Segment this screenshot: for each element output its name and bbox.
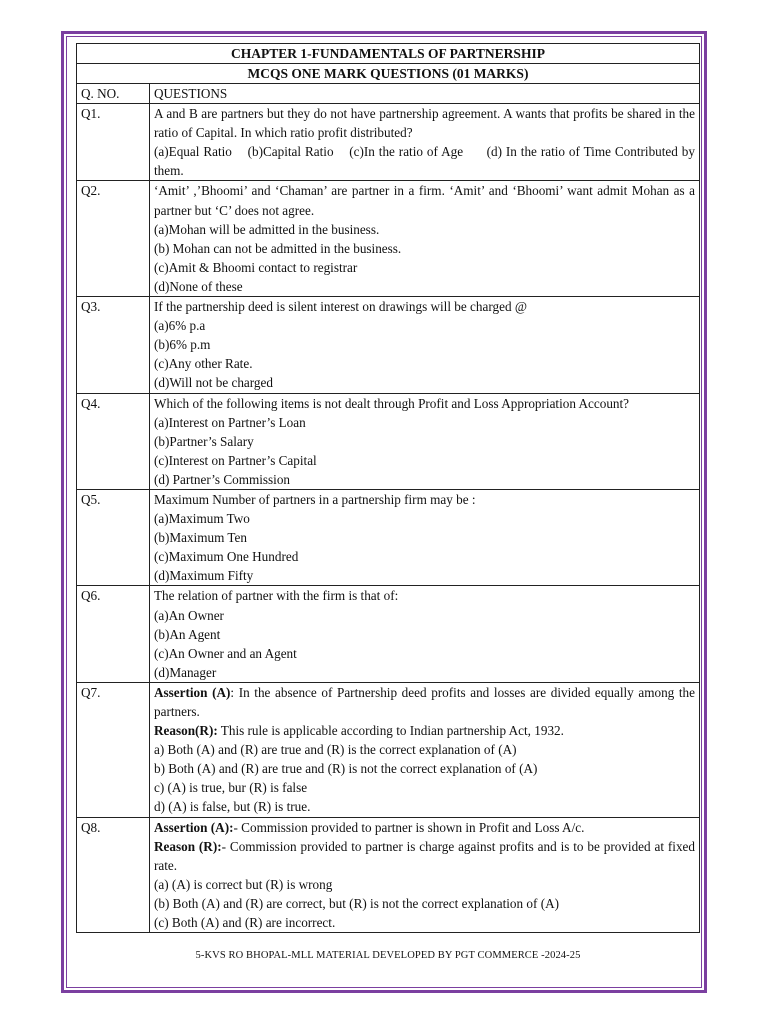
option-b: (b)6% p.m <box>154 337 211 353</box>
option-a: (a) (A) is correct but (R) is wrong <box>154 876 333 892</box>
question-number: Q7. <box>77 682 150 817</box>
assertion <box>154 818 695 837</box>
option-c: (c)Any other Rate. <box>154 356 253 372</box>
option-c: (c)Interest on Partner’s Capital <box>154 452 317 468</box>
questions-table <box>76 43 700 933</box>
question-text: ‘Amit’ ,’Bhoomi’ and ‘Chaman’ are partner in a firm. ‘Amit’ and ‘Bhoomi’ want admit Mohan as a partner but ‘C’ does not agree. <box>154 183 695 218</box>
question-number: Q8. <box>77 817 150 933</box>
option-b: (b)Partner’s Salary <box>154 433 254 449</box>
question-row-q6 <box>77 586 700 682</box>
question-options: (a)Equal Ratio (b)Capital Ratio (c)In the ratio of Age (d) In the ratio of Time Contributed by them. <box>154 144 699 179</box>
reason-label: Reason(R): <box>154 723 218 739</box>
question-number: Q3. <box>77 297 150 393</box>
question-text: Which of the following items is not dealt through Profit and Loss Appropriation Account? <box>154 395 630 411</box>
question-number: Q5. <box>77 489 150 585</box>
question-body <box>150 817 700 933</box>
reason <box>154 721 695 740</box>
option-c: (c)Maximum One Hundred <box>154 549 299 565</box>
question-row-q2 <box>77 181 700 297</box>
assertion-label: Assertion (A) <box>154 684 231 700</box>
question-row-q8 <box>77 817 700 933</box>
chapter-title-row <box>77 44 700 64</box>
qno-column-header: Q. NO. <box>77 84 150 104</box>
chapter-title: CHAPTER 1-FUNDAMENTALS OF PARTNERSHIP <box>77 44 700 64</box>
question-text: A and B are partners but they do not have partnership agreement. A wants that profits be shared in the ratio of Capital. In which ratio profit distributed? <box>154 106 695 141</box>
reason-text: - Commission provided to partner is charge against profits and is to be provided at fixed rate. <box>154 838 695 873</box>
option-b: (b) Both (A) and (R) are correct, but (R) is not the correct explanation of (A) <box>154 895 560 911</box>
questions-column-header: QUESTIONS <box>150 84 700 104</box>
option-c: (c)Amit & Bhoomi contact to registrar <box>154 259 358 275</box>
assertion-text: - Commission provided to partner is shown in Profit and Loss A/c. <box>233 819 585 835</box>
option-d: (d)None of these <box>154 278 243 294</box>
question-text: Maximum Number of partners in a partnership firm may be : <box>154 491 476 507</box>
question-number: Q6. <box>77 586 150 682</box>
question-text: If the partnership deed is silent interest on drawings will be charged @ <box>154 299 527 315</box>
question-body <box>150 181 700 297</box>
option-d: d) (A) is false, but (R) is true. <box>154 799 311 815</box>
assertion <box>154 683 695 721</box>
option-c: (c)An Owner and an Agent <box>154 645 297 661</box>
question-body <box>150 393 700 489</box>
question-number: Q1. <box>77 104 150 181</box>
question-row-q4 <box>77 393 700 489</box>
option-b: (b)Maximum Ten <box>154 530 247 546</box>
option-a: (a)Interest on Partner’s Loan <box>154 414 306 430</box>
option-d: (d)Maximum Fifty <box>154 568 254 584</box>
option-d: (d)Manager <box>154 664 217 680</box>
question-row-q5 <box>77 489 700 585</box>
question-text: The relation of partner with the firm is that of: <box>154 588 399 604</box>
reason-text: This rule is applicable according to Indian partnership Act, 1932. <box>217 723 564 739</box>
option-c: c) (A) is true, bur (R) is false <box>154 780 308 796</box>
reason <box>154 837 695 875</box>
question-number: Q2. <box>77 181 150 297</box>
question-row-q7 <box>77 682 700 817</box>
option-a: a) Both (A) and (R) are true and (R) is the correct explanation of (A) <box>154 742 517 758</box>
option-c: (c) Both (A) and (R) are incorrect. <box>154 915 336 931</box>
question-number: Q4. <box>77 393 150 489</box>
question-body <box>150 489 700 585</box>
section-title: MCQS ONE MARK QUESTIONS (01 MARKS) <box>77 64 700 84</box>
assertion-text: : In the absence of Partnership deed profits and losses are divided equally among the partners. <box>154 684 695 719</box>
page-footer: 5-KVS RO BHOPAL-MLL MATERIAL DEVELOPED BY PGT COMMERCE -2024-25 <box>195 950 581 961</box>
option-b: (b) Mohan can not be admitted in the business. <box>154 240 402 256</box>
question-body <box>150 682 700 817</box>
question-row-q1 <box>77 104 700 181</box>
assertion-label: Assertion (A): <box>154 819 234 835</box>
section-title-row <box>77 64 700 84</box>
option-d: (d) Partner’s Commission <box>154 471 291 487</box>
reason-label: Reason (R): <box>154 838 222 854</box>
option-a: (a)6% p.a <box>154 318 206 334</box>
option-a: (a)An Owner <box>154 607 224 623</box>
question-body <box>150 104 700 181</box>
option-b: b) Both (A) and (R) are true and (R) is not the correct explanation of (A) <box>154 761 538 777</box>
option-d: (d)Will not be charged <box>154 375 273 391</box>
question-body <box>150 586 700 682</box>
option-a: (a)Maximum Two <box>154 511 250 527</box>
question-body <box>150 297 700 393</box>
option-b: (b)An Agent <box>154 626 221 642</box>
question-row-q3 <box>77 297 700 393</box>
option-a: (a)Mohan will be admitted in the business. <box>154 221 380 237</box>
column-header-row <box>77 84 700 104</box>
